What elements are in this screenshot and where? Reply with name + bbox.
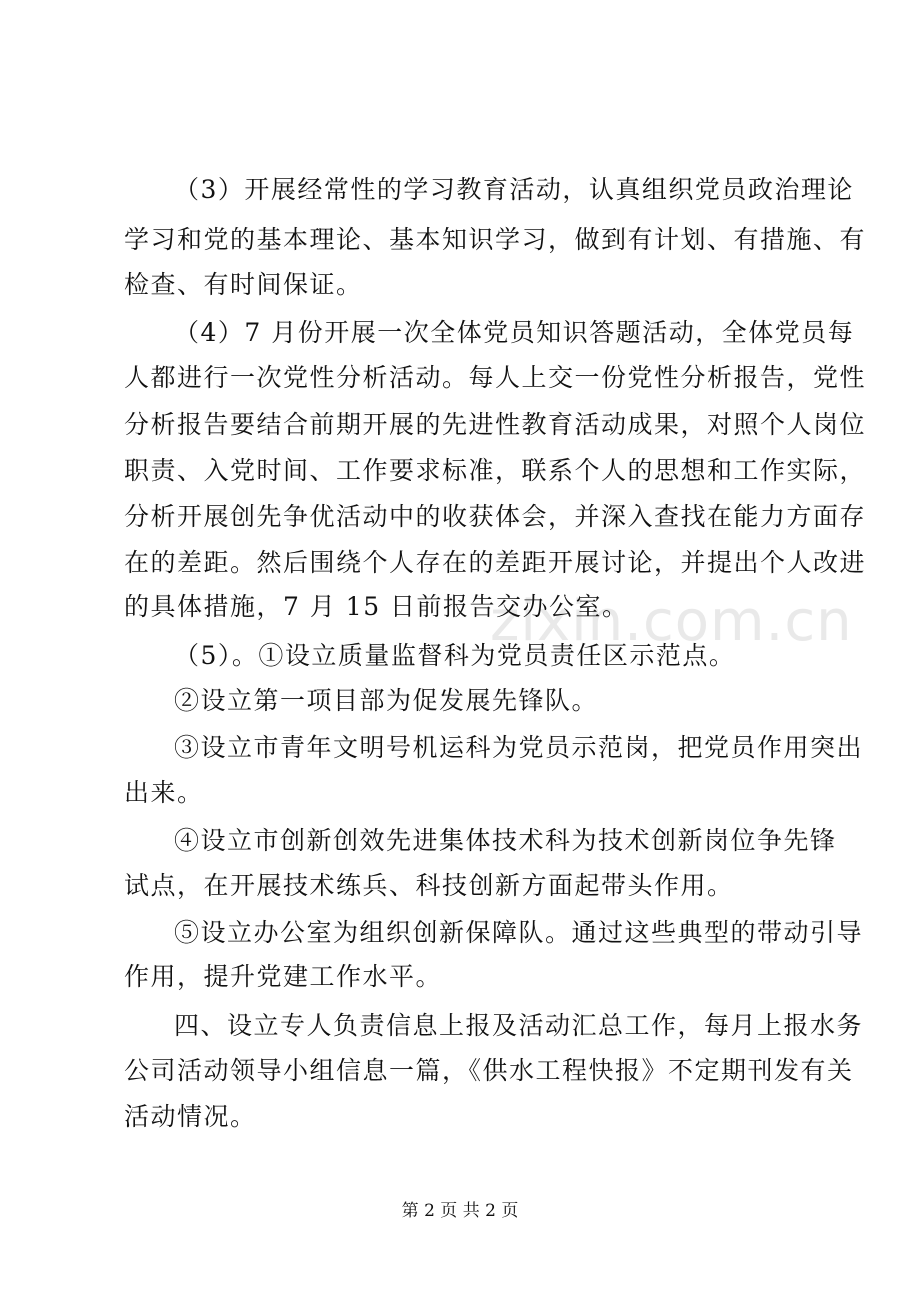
item-4-line-2: 试点，在开展技术练兵、科技创新方面起带头作用。 <box>124 871 734 900</box>
item-3-line-1: ③设立市青年文明号机运科为党员示范岗，把党员作用突出 <box>174 733 864 762</box>
paragraph-4-line-3: 分析报告要结合前期开展的先进性教育活动成果，对照个人岗位 <box>124 410 867 439</box>
watermark-text: zixin.com.cn <box>490 589 853 654</box>
section-4-line-2: 公司活动领导小组信息一篇，《供水工程快报》不定期刊发有关 <box>124 1056 854 1085</box>
item-5-line-2: 作用，提升党建工作水平。 <box>124 962 443 991</box>
paragraph-3-line-3: 检查、有时间保证。 <box>124 270 363 299</box>
paragraph-3-line-2: 学习和党的基本理论、基本知识学习，做到有计划、有措施、有 <box>124 225 867 254</box>
paragraph-5-line-1: （5）。①设立质量监督科为党员责任区示范点。 <box>174 641 736 670</box>
item-4-line-1: ④设立市创新创效先进集体技术科为技术创新岗位争先锋 <box>174 826 837 855</box>
paragraph-4-line-7: 的具体措施，7 月 15 日前报告交办公室。 <box>124 592 629 621</box>
paragraph-4-line-6: 在的差距。然后围绕个人存在的差距开展讨论，并提出个人改进 <box>124 548 867 577</box>
section-4-line-3: 活动情况。 <box>124 1102 257 1131</box>
paragraph-4-line-1: （4）7 月份开展一次全体党员知识答题活动，全体党员每 <box>174 318 855 347</box>
item-5-line-1: ⑤设立办公室为组织创新保障队。通过这些典型的带动引导 <box>174 918 864 947</box>
item-2-line-1: ②设立第一项目部为促发展先锋队。 <box>174 686 599 715</box>
paragraph-4-line-4: 职责、入党时间、工作要求标准，联系个人的思想和工作实际， <box>124 456 867 485</box>
paragraph-3-line-1: （3）开展经常性的学习教育活动，认真组织党员政治理论 <box>174 175 854 204</box>
paragraph-4-line-2: 人都进行一次党性分析活动。每人上交一份党性分析报告，党性 <box>124 363 867 392</box>
paragraph-4-line-5: 分析开展创先争优活动中的收获体会，并深入查找在能力方面存 <box>124 502 867 531</box>
section-4-line-1: 四、设立专人负责信息上报及活动汇总工作，每月上报水务 <box>174 1011 864 1040</box>
page-footer: 第 2 页 共 2 页 <box>401 1201 519 1221</box>
item-3-line-2: 出来。 <box>124 778 204 807</box>
